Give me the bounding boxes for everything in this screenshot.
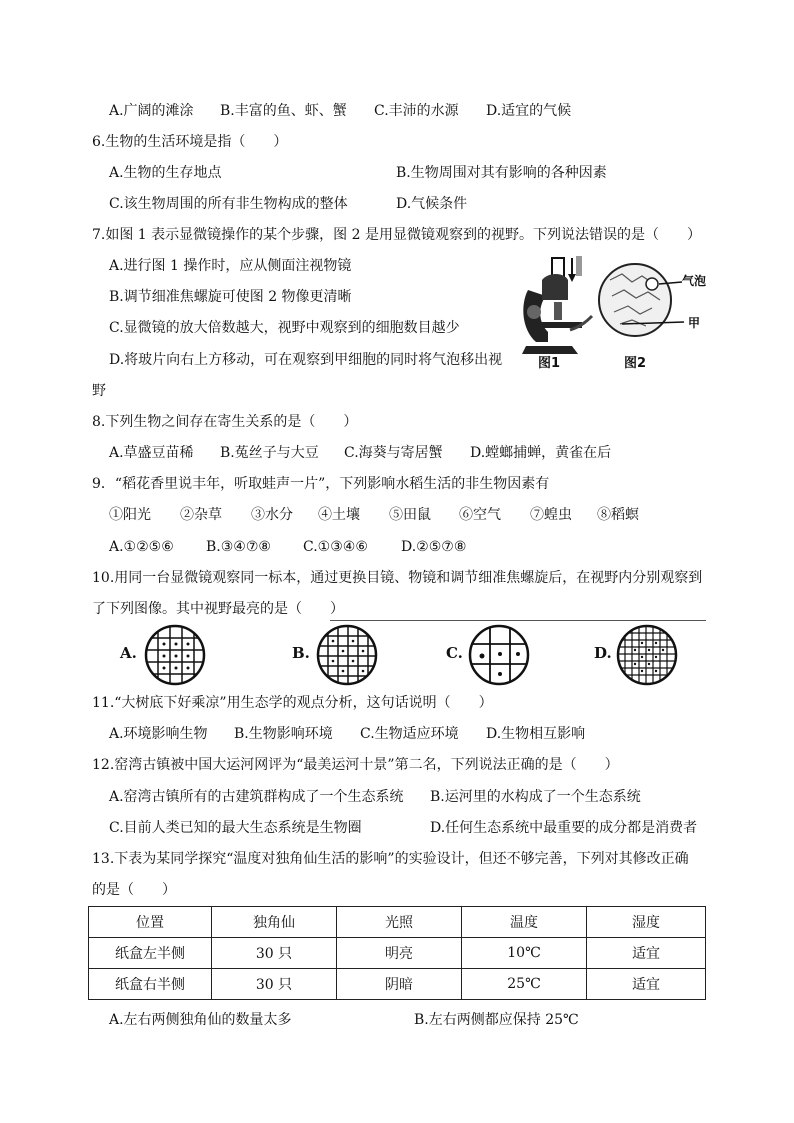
q9-option-a: A.①②⑤⑥	[109, 539, 174, 555]
field-of-view-illustration	[599, 264, 684, 336]
table-header-cell: 位置	[89, 907, 212, 938]
bubble-label: 气泡	[682, 274, 707, 288]
q8-option-b: B.菟丝子与大豆	[220, 445, 319, 461]
q12-option-a: A.窑湾古镇所有的古建筑群构成了一个生态系统	[109, 789, 404, 805]
q9-option-c: C.①③④⑥	[303, 539, 368, 555]
q11-option-a: A.环境影响生物	[109, 726, 208, 742]
q11-option-b: B.生物影响环境	[234, 726, 333, 742]
q10-view-c	[468, 624, 530, 686]
table-cell: 10℃	[462, 938, 587, 969]
q10-choice-a-label: A.	[120, 644, 137, 662]
q10-divider	[330, 620, 706, 621]
q11-option-d: D.生物相互影响	[486, 726, 586, 742]
q7-option-a: A.进行图 1 操作时，应从侧面注视物镜	[109, 258, 352, 274]
q13-option-a: A.左右两侧独角仙的数量太多	[109, 1012, 292, 1028]
q9-item-3: ③水分	[251, 507, 293, 523]
table-cell: 适宜	[587, 938, 706, 969]
q7-figure	[512, 250, 712, 372]
q10-choices	[120, 624, 720, 684]
q5-option-d: D.适宜的气候	[486, 103, 572, 119]
q13-experiment-table	[88, 906, 706, 1000]
q10-view-b	[316, 624, 378, 686]
fig2-label: 图2	[624, 356, 647, 371]
q13-option-b: B.左右两侧都应保持 25℃	[414, 1012, 579, 1028]
q10-choice-c-label: C.	[446, 644, 463, 662]
table-cell: 阴暗	[337, 969, 462, 1000]
microscope-illustration	[522, 256, 592, 354]
table-cell: 30 只	[212, 938, 337, 969]
q12-option-d: D.任何生态系统中最重要的成分都是消费者	[430, 820, 698, 836]
table-row	[89, 969, 706, 1000]
q10-choice-d-label: D.	[594, 644, 612, 662]
table-cell: 25℃	[462, 969, 587, 1000]
q13-stem-line1: 13.下表为某同学探究“温度对独角仙生活的影响”的实验设计，但还不够完善，下列对其修改正确	[92, 851, 689, 867]
table-header-cell: 温度	[462, 907, 587, 938]
q6-option-c: C.该生物周围的所有非生物构成的整体	[109, 196, 348, 212]
table-cell: 纸盒右半侧	[89, 969, 212, 1000]
q7-option-c: C.显微镜的放大倍数越大，视野中观察到的细胞数目越少	[109, 320, 460, 336]
q12-option-b: B.运河里的水构成了一个生态系统	[430, 789, 641, 805]
q12-option-c: C.目前人类已知的最大生态系统是生物圈	[109, 820, 362, 836]
q9-item-4: ④土壤	[318, 507, 360, 523]
q10-view-d	[616, 624, 678, 686]
table-cell: 纸盒左半侧	[89, 938, 212, 969]
q9-item-2: ②杂草	[180, 507, 222, 523]
q9-item-6: ⑥空气	[459, 507, 501, 523]
q6-option-d: D.气候条件	[396, 196, 468, 212]
q8-option-a: A.草盛豆苗稀	[109, 445, 194, 461]
q9-item-8: ⑧稻螟	[597, 507, 639, 523]
table-cell: 明亮	[337, 938, 462, 969]
q7-option-d-wrap: 野	[92, 383, 106, 399]
q10-view-a	[144, 624, 206, 686]
q7-option-d: D.将玻片向右上方移动，可在观察到甲细胞的同时将气泡移出视	[109, 352, 503, 368]
q10-stem-line1: 10.用同一台显微镜观察同一标本，通过更换目镜、物镜和调节细准焦螺旋后，在视野内分别观察到	[92, 570, 703, 586]
table-cell: 适宜	[587, 969, 706, 1000]
q10-stem-line2: 了下列图像。其中视野最亮的是（ ）	[92, 601, 344, 617]
q9-stem: 9．“稻花香里说丰年，听取蛙声一片”，下列影响水稻生活的非生物因素有	[92, 476, 550, 492]
table-header-row	[89, 907, 706, 938]
q13-stem-line2: 的是（ ）	[92, 882, 176, 898]
q10-choice-b-label: B.	[292, 644, 310, 662]
table-cell: 30 只	[212, 969, 337, 1000]
q6-option-a: A.生物的生存地点	[109, 165, 222, 181]
q7-option-b: B.调节细准焦螺旋可使图 2 物像更清晰	[109, 289, 352, 305]
fig1-label: 图1	[538, 356, 561, 371]
cell-jia-label: 甲	[688, 316, 701, 330]
table-header-cell: 湿度	[587, 907, 706, 938]
q9-item-7: ⑦蝗虫	[530, 507, 572, 523]
q6-option-b: B.生物周围对其有影响的各种因素	[396, 165, 607, 181]
table-header-cell: 独角仙	[212, 907, 337, 938]
q5-option-c: C.丰沛的水源	[374, 103, 459, 119]
q8-option-d: D.螳螂捕蝉，黄雀在后	[470, 445, 612, 461]
q11-stem: 11.“大树底下好乘凉”用生态学的观点分析，这句话说明（ ）	[92, 695, 493, 711]
q9-option-b: B.③④⑦⑧	[206, 539, 271, 555]
q5-option-a: A.广阔的滩涂	[109, 103, 194, 119]
q8-option-c: C.海葵与寄居蟹	[344, 445, 443, 461]
q9-option-d: D.②⑤⑦⑧	[401, 539, 467, 555]
q5-option-b: B.丰富的鱼、虾、蟹	[220, 103, 347, 119]
q12-stem: 12.窑湾古镇被中国大运河网评为“最美运河十景”第二名，下列说法正确的是（ ）	[92, 757, 619, 773]
q8-stem: 8.下列生物之间存在寄生关系的是（ ）	[92, 414, 358, 430]
table-row	[89, 938, 706, 969]
q9-item-5: ⑤田鼠	[389, 507, 431, 523]
q11-option-c: C.生物适应环境	[360, 726, 459, 742]
table-header-cell: 光照	[337, 907, 462, 938]
q7-stem: 7.如图 1 表示显微镜操作的某个步骤，图 2 是用显微镜观察到的视野。下列说法错误的是（ ）	[92, 227, 701, 243]
q9-item-1: ①阳光	[109, 507, 151, 523]
q6-stem: 6.生物的生活环境是指（ ）	[92, 134, 288, 150]
